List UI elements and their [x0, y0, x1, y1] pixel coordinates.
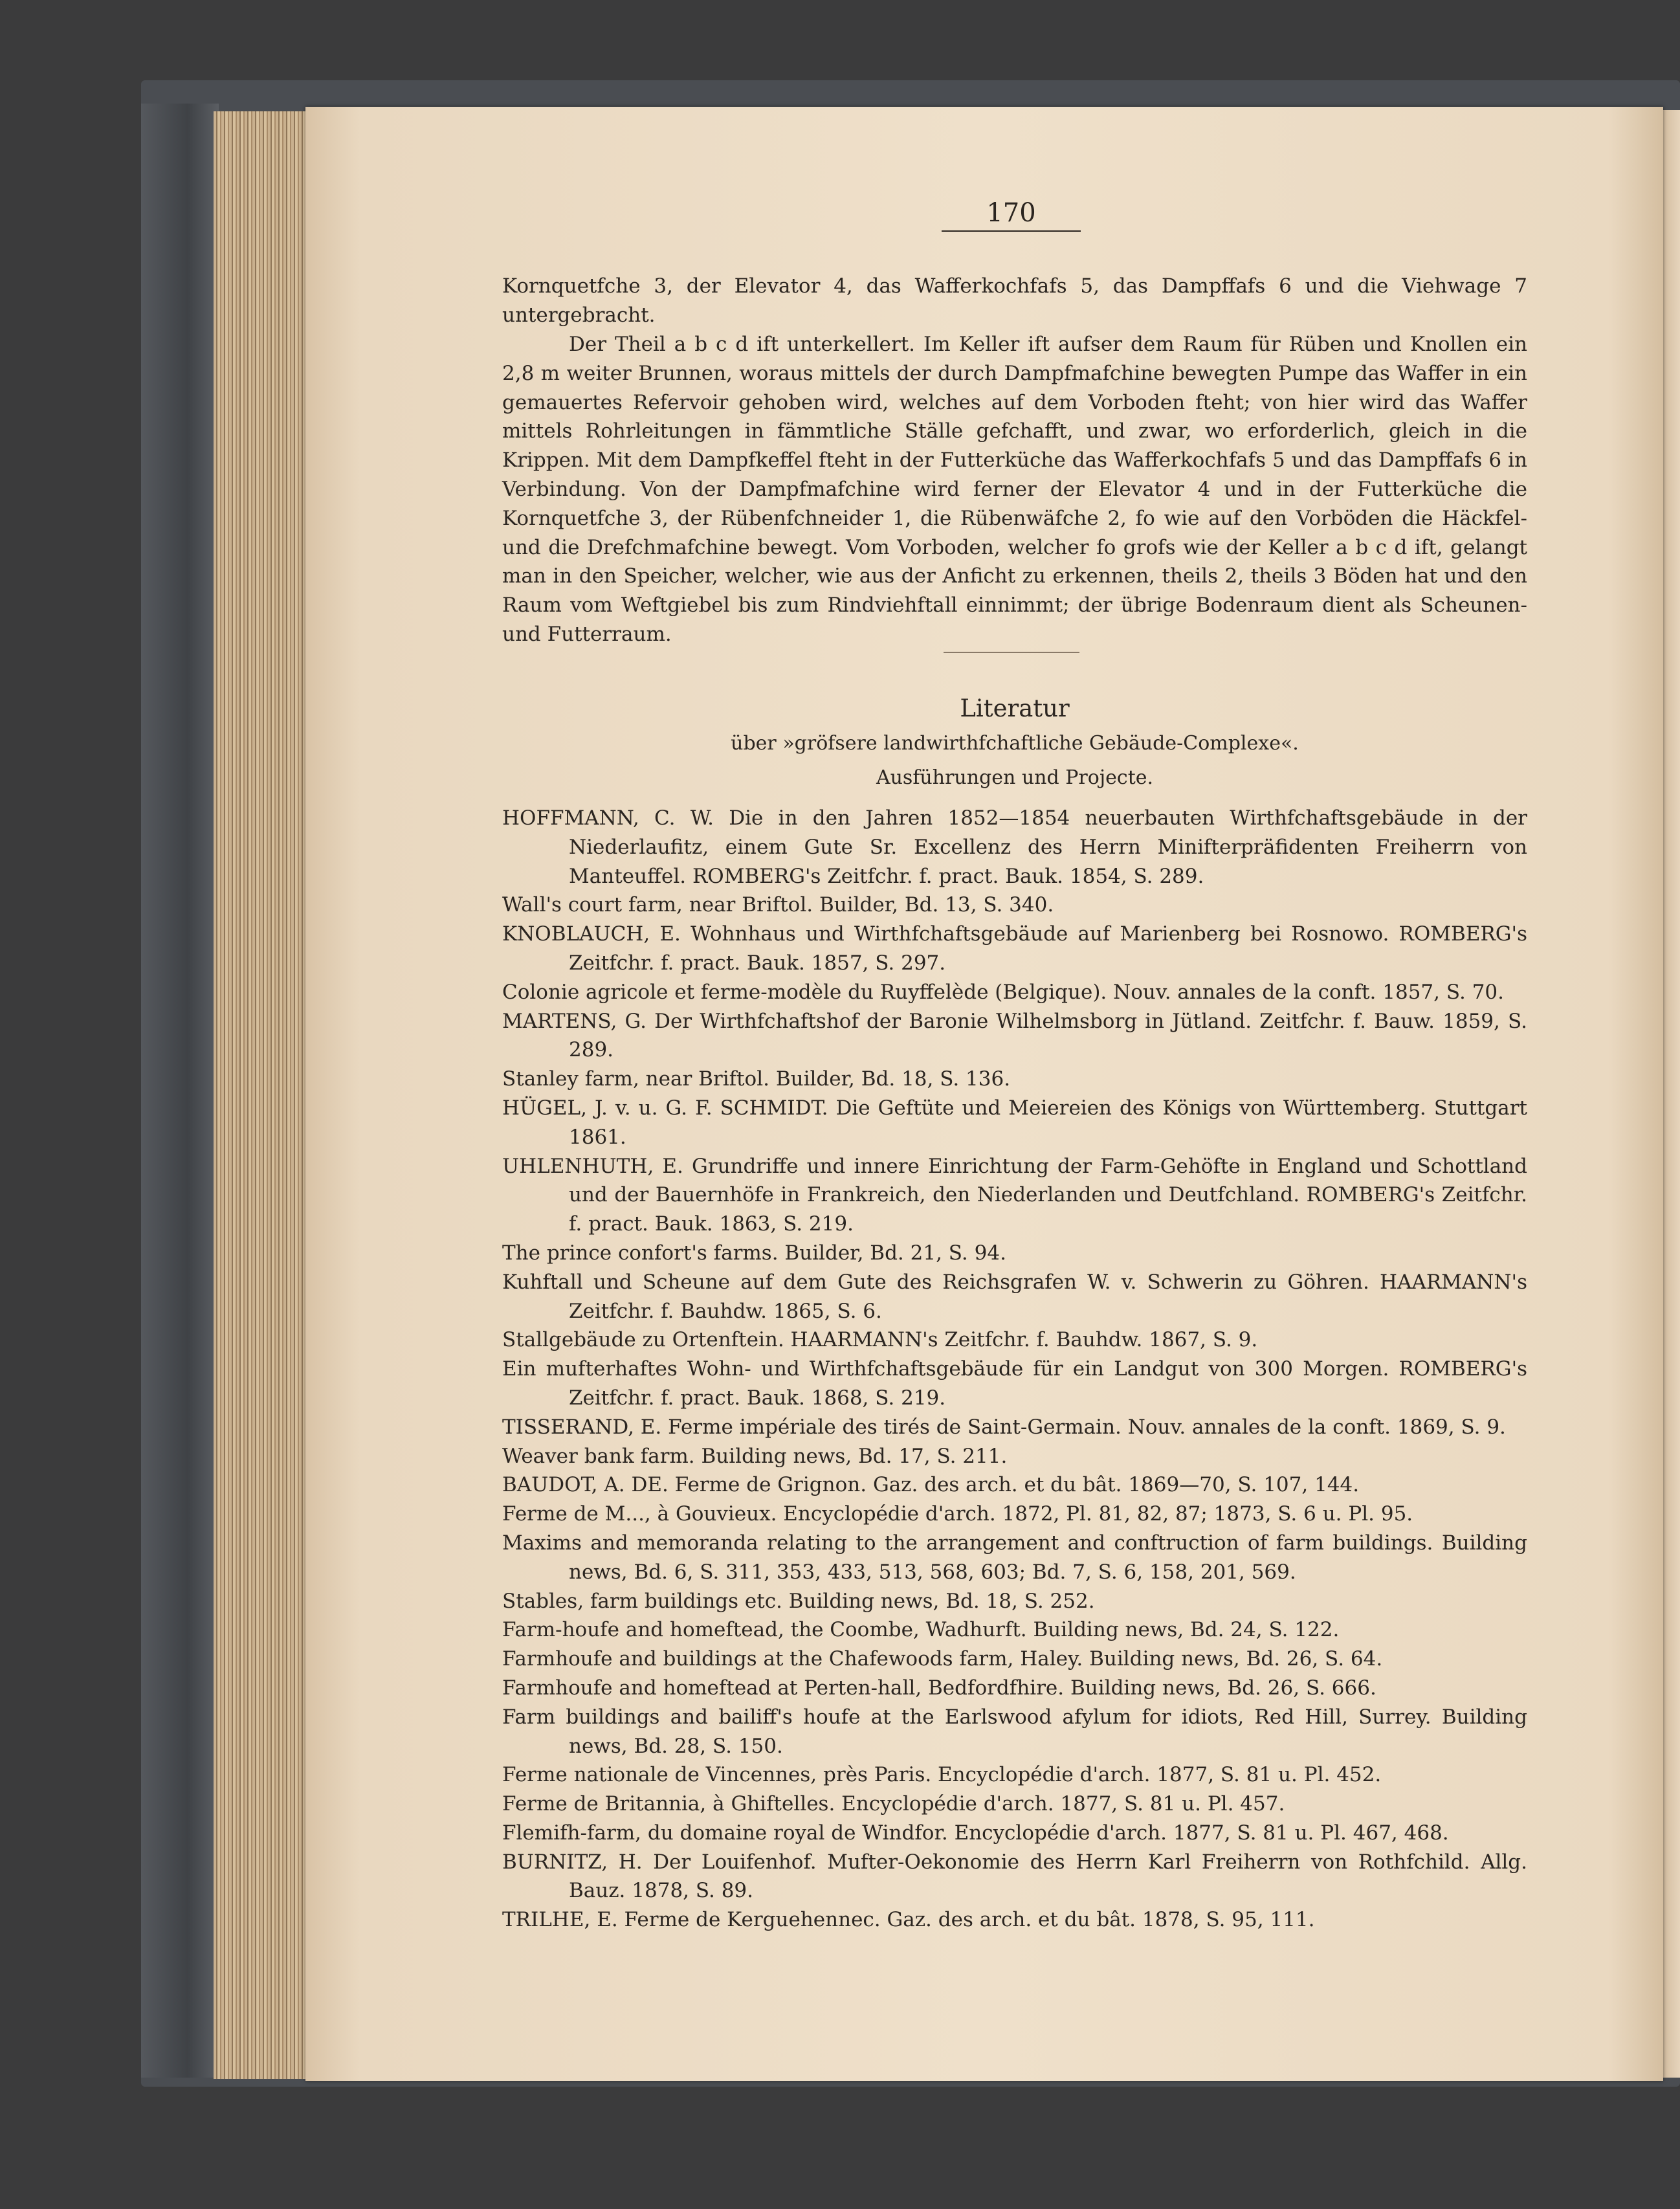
literature-entry: HOFFMANN, C. W. Die in den Jahren 1852—1854 neuerbauten Wirthfchaftsgebäude in der Niederlaufitz, einem Gute Sr. Excellenz des Herrn Minifterpräfidenten Freiherrn von Manteuffel. ROMBERG's Zeitfchr. f. pract. Bauk. 1854, S. 289.: [502, 806, 1527, 888]
book-spine-edge: [141, 104, 219, 2078]
literature-subtitle: über »gröfsere landwirthfchaftliche Gebäude-Complexe«.: [731, 732, 1299, 755]
literature-entry: Flemifh-farm, du domaine royal de Windfor. Encyclopédie d'arch. 1877, S. 81 u. Pl. 467, 468.: [502, 1821, 1449, 1845]
literature-entry: Ein mufterhaftes Wohn- und Wirthfchaftsgebäude für ein Landgut von 300 Morgen. ROMBERG's Zeitfchr. f. pract. Bauk. 1868, S. 219.: [502, 1357, 1527, 1410]
literature-entry: Farmhoufe and homeftead at Perten-hall, Bedfordfhire. Building news, Bd. 26, S. 666.: [502, 1676, 1376, 1700]
literature-entry: UHLENHUTH, E. Grundriffe und innere Einrichtung der Farm-Gehöfte in England und Schottland und der Bauernhöfe in Frankreich, den Niederlanden und Deutfchland. ROMBERG's Zeitfchr. f. pract. Bauk. 1863, S. 219.: [502, 1154, 1527, 1236]
literature-entry: HÜGEL, J. v. u. G. F. SCHMIDT. Die Geftüte und Meiereien des Königs von Württemberg. Stuttgart 1861.: [502, 1096, 1527, 1149]
page-edges: [214, 111, 311, 2079]
literature-entry: BURNITZ, H. Der Louifenhof. Mufter-Oekonomie des Herrn Karl Freiherrn von Rothfchild. Allg. Bauz. 1878, S. 89.: [502, 1850, 1527, 1903]
literature-entry: Stallgebäude zu Ortenftein. HAARMANN's Zeitfchr. f. Bauhdw. 1867, S. 9.: [502, 1328, 1258, 1352]
literature-entry: MARTENS, G. Der Wirthfchaftshof der Baronie Wilhelmsborg in Jütland. Zeitfchr. f. Bauw. 1859, S. 289.: [502, 1009, 1527, 1062]
literature-entry: TISSERAND, E. Ferme impériale des tirés de Saint-Germain. Nouv. annales de la conft. 1869, S. 9.: [502, 1415, 1506, 1439]
literature-entry: Ferme de M..., à Gouvieux. Encyclopédie d'arch. 1872, Pl. 81, 82, 87; 1873, S. 6 u. Pl. 95.: [502, 1502, 1413, 1526]
paragraph-1: Kornquetfche 3, der Elevator 4, das Wafferkochfafs 5, das Dampffafs 6 und die Viehwage 7 untergebracht.: [502, 274, 1527, 327]
literature-entry: Ferme de Britannia, à Ghiftelles. Encyclopédie d'arch. 1877, S. 81 u. Pl. 457.: [502, 1792, 1285, 1816]
literature-subtitle-2: Ausführungen und Projecte.: [876, 766, 1154, 789]
literature-entry: BAUDOT, A. DE. Ferme de Grignon. Gaz. des arch. et du bât. 1869—70, S. 107, 144.: [502, 1473, 1360, 1497]
literature-entry: Farmhoufe and buildings at the Chafewoods farm, Haley. Building news, Bd. 26, S. 64.: [502, 1647, 1383, 1671]
section-divider: [944, 652, 1079, 653]
literature-entry: Farm buildings and bailiff's houfe at the Earlswood afylum for idiots, Red Hill, Surrey. Building news, Bd. 28, S. 150.: [502, 1705, 1527, 1758]
literature-entry: Stables, farm buildings etc. Building news, Bd. 18, S. 252.: [502, 1589, 1095, 1613]
literature-entry: Weaver bank farm. Building news, Bd. 17, S. 211.: [502, 1444, 1008, 1468]
paragraph-2: Der Theil a b c d ift unterkellert. Im Keller ift aufser dem Raum für Rüben und Knollen ein 2,8 m weiter Brunnen, woraus mittels der durch Dampfmafchine bewegten Pumpe das Waffer in ein gemauertes Refervoir gehoben wird, welches auf dem Vorboden fteht; von hier wird das Waffer mittels Rohrleitungen in fämmtliche Ställe gefchafft, und zwar, wo erforderlich, gleich in die Krippen. Mit dem Dampfkeffel fteht in der Futterküche das Wafferkochfafs 5 und das Dampffafs 6 in Verbindung. Von der Dampfmafchine wird ferner der Elevator 4 und in der Futterküche die Kornquetfche 3, der Rübenfchneider 1, die Rübenwäfche 2, fo wie auf den Vorböden die Häckfel- und die Drefchmafchine bewegt. Vom Vorboden, welcher fo grofs wie der Keller a b c d ift, gelangt man in den Speicher, welcher, wie aus der Anficht zu erkennen, theils 2, theils 3 Böden hat und den Raum vom Weftgiebel bis zum Rindviehftall einnimmt; der übrige Bodenraum dient als Scheunen- und Futterraum.: [502, 333, 1527, 646]
literature-entry: Stanley farm, near Briftol. Builder, Bd. 18, S. 136.: [502, 1067, 1011, 1091]
literature-entry: Farm-houfe and homeftead, the Coombe, Wadhurft. Building news, Bd. 24, S. 122.: [502, 1618, 1340, 1642]
literature-entry: Kuhftall und Scheune auf dem Gute des Reichsgrafen W. v. Schwerin zu Göhren. HAARMANN's Zeitfchr. f. Bauhdw. 1865, S. 6.: [502, 1270, 1527, 1323]
literature-entry: Wall's court farm, near Briftol. Builder, Bd. 13, S. 340.: [502, 893, 1054, 917]
literature-entry: Colonie agricole et ferme-modèle du Ruyffelède (Belgique). Nouv. annales de la conft. 1857, S. 70.: [502, 980, 1505, 1004]
literature-list: [502, 804, 1527, 1935]
page-number: 170: [942, 198, 1081, 232]
literature-entry: The prince confort's farms. Builder, Bd. 21, S. 94.: [502, 1241, 1006, 1265]
literature-title: Literatur: [960, 694, 1070, 722]
literature-entry: Ferme nationale de Vincennes, près Paris. Encyclopédie d'arch. 1877, S. 81 u. Pl. 452.: [502, 1763, 1382, 1787]
literature-entry: Maxims and memoranda relating to the arrangement and conftruction of farm buildings. Building news, Bd. 6, S. 311, 353, 433, 513, 568, 603; Bd. 7, S. 6, 158, 201, 569.: [502, 1531, 1527, 1584]
literature-entry: KNOBLAUCH, E. Wohnhaus und Wirthfchaftsgebäude auf Marienberg bei Rosnowo. ROMBERG's Zeitfchr. f. pract. Bauk. 1857, S. 297.: [502, 922, 1527, 975]
literature-entry: TRILHE, E. Ferme de Kerguehennec. Gaz. des arch. et du bât. 1878, S. 95, 111.: [502, 1908, 1315, 1932]
